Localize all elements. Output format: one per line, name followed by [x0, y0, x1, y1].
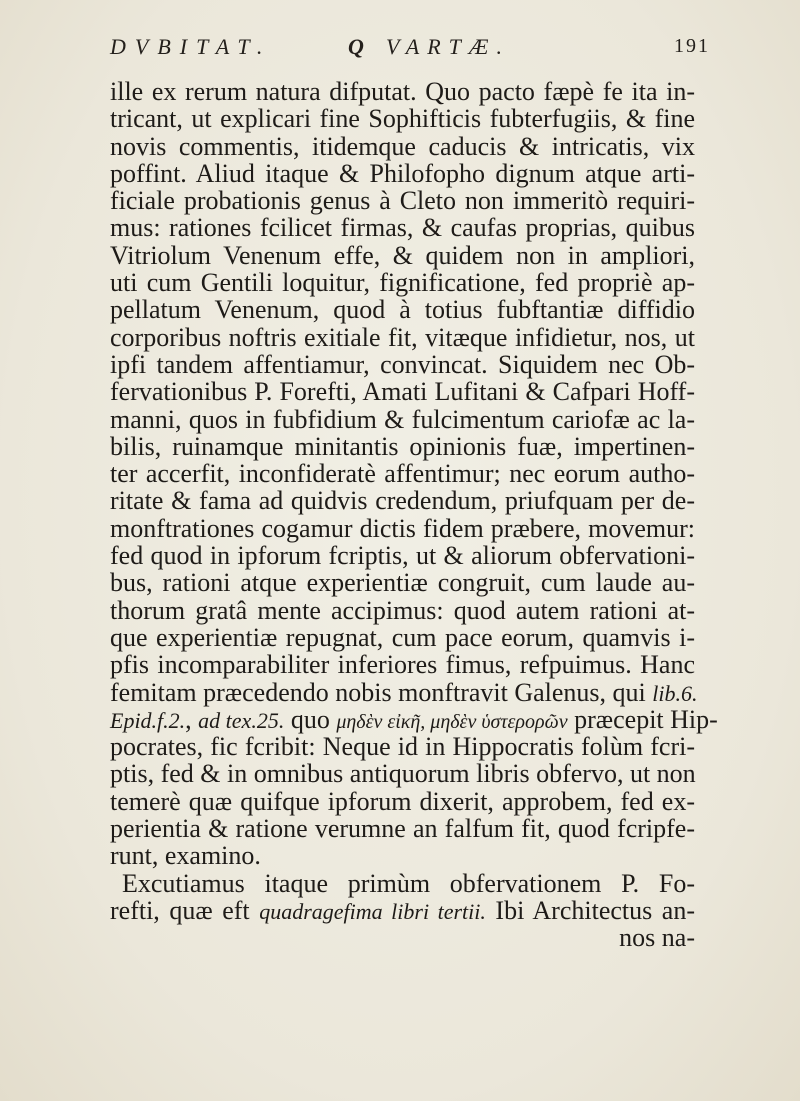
text-segment: temerè quæ quifque ipforum dixerit, approbem, fed ex-	[110, 786, 695, 816]
text-segment: pocrates, fic fcribit: Neque id in Hippocratis folùm fcri-	[110, 732, 695, 762]
text-segment: pellatum Venenum, quod à totius fubftantiæ diffidio	[110, 295, 695, 325]
text-segment: Excutiamus itaque primùm obfervationem P. Fo-	[122, 868, 695, 898]
text-line	[110, 487, 695, 514]
text-line	[110, 815, 695, 842]
text-segment: ritate & fama ad quidvis credendum, priufquam per de-	[110, 486, 695, 516]
text-segment: ille ex rerum natura difputat. Quo pacto fæpè fe ita in-	[110, 77, 695, 106]
header-right-text: VARTÆ.	[386, 34, 510, 59]
text-line	[110, 870, 695, 897]
italic-text: quadragefima libri tertii.	[259, 898, 486, 924]
text-line	[110, 542, 695, 569]
text-line	[110, 214, 695, 241]
text-line	[110, 378, 695, 405]
text-segment: corporibus noftris exitiale fit, vitæque infidietur, nos, ut	[110, 322, 695, 352]
text-line	[110, 597, 695, 624]
text-segment: que experientiæ repugnat, cum pace eorum, quamvis i-	[110, 622, 695, 652]
text-segment: Vitriolum Venenum effe, & quidem non in ampliori,	[110, 240, 695, 270]
text-line	[110, 924, 695, 951]
text-segment: Ibi Architectus an-	[485, 895, 695, 925]
text-line	[110, 677, 698, 707]
text-line	[110, 704, 718, 734]
text-segment: thorum gratâ mente accipimus: quod autem rationi at-	[110, 595, 695, 625]
text-line	[110, 760, 695, 787]
text-segment: mus: rationes fcilicet firmas, & caufas proprias, quibus	[110, 213, 695, 243]
text-segment: femitam præcedendo nobis monftravit Galenus, qui	[110, 677, 653, 707]
text-segment: ,	[185, 704, 199, 734]
text-segment: novis commentis, itidemque caducis & intricatis, vix	[110, 131, 695, 161]
text-line	[110, 242, 695, 269]
text-line	[110, 133, 695, 160]
text-segment: refti, quæ eft	[110, 895, 260, 925]
text-line	[110, 624, 695, 651]
italic-text: ad tex.25.	[198, 707, 285, 733]
text-segment: manni, quos in fubfidium & fulcimentum cariofæ ac la-	[110, 404, 695, 434]
text-line	[110, 842, 695, 869]
text-line	[110, 651, 695, 678]
header-left-text: DVBITAT.	[110, 34, 272, 59]
italic-text: lib.6.	[652, 680, 698, 706]
page-number: 191	[674, 35, 710, 57]
text-line	[110, 351, 695, 378]
text-segment: uti cum Gentili loquitur, fignificatione, fed propriè ap-	[110, 268, 695, 298]
text-line	[110, 897, 695, 924]
text-line	[110, 269, 695, 296]
text-segment: præcepit Hip-	[567, 704, 718, 734]
text-line	[110, 187, 695, 214]
text-segment: runt, examino.	[110, 841, 261, 871]
text-line	[110, 160, 695, 187]
text-segment: poffint. Aliud itaque & Philofopho dignum atque arti-	[110, 158, 695, 188]
text-line	[110, 460, 695, 487]
text-segment: ficiale probationis genus à Cleto non immeritò requiri-	[110, 186, 695, 216]
greek-text: μηδὲν εἰκῆ, μηδὲν ὑστερορῶν	[336, 710, 568, 733]
text-segment: nos na-	[619, 923, 695, 953]
running-header	[100, 32, 710, 72]
text-line	[110, 105, 695, 132]
text-line	[110, 324, 695, 351]
text-segment: bilis, ruinamque minitantis opinionis fuæ, impertinen-	[110, 431, 695, 461]
text-line	[110, 78, 695, 105]
text-segment: perientia & ratione verumne an falfum fit, quod fcripfe-	[110, 814, 695, 844]
text-segment: pfis incomparabiliter inferiores fimus, refpuimus. Hanc	[110, 650, 695, 680]
text-line	[110, 296, 695, 323]
text-segment: fervationibus P. Forefti, Amati Lufitani & Cafpari Hoff-	[110, 377, 695, 407]
text-line	[110, 569, 695, 596]
text-line	[110, 733, 695, 760]
text-segment: ter accerfit, inconfideratè affentimur; nec eorum autho-	[110, 459, 695, 489]
text-segment: ipfi tandem affentiamur, convincat. Siquidem nec Ob-	[110, 349, 695, 379]
header-initial: Q	[348, 34, 364, 59]
body-text	[110, 77, 718, 953]
text-segment: quo	[284, 704, 337, 734]
italic-text: Epid.f.2.	[110, 707, 186, 733]
text-line	[110, 406, 695, 433]
text-segment: bus, rationi atque experientiæ congruit, cum laude au-	[110, 568, 695, 598]
text-line	[110, 788, 695, 815]
text-segment: fed quod in ipforum fcriptis, ut & aliorum obfervationi-	[110, 541, 695, 571]
text-line	[110, 515, 695, 542]
text-segment: monftrationes cogamur dictis fidem præbere, movemur:	[110, 513, 695, 543]
text-segment: ptis, fed & in omnibus antiquorum libris obfervo, ut non	[110, 759, 696, 789]
text-segment: tricant, ut explicari fine Sophifticis fubterfugiis, & fine	[110, 104, 695, 134]
text-line	[110, 433, 695, 460]
